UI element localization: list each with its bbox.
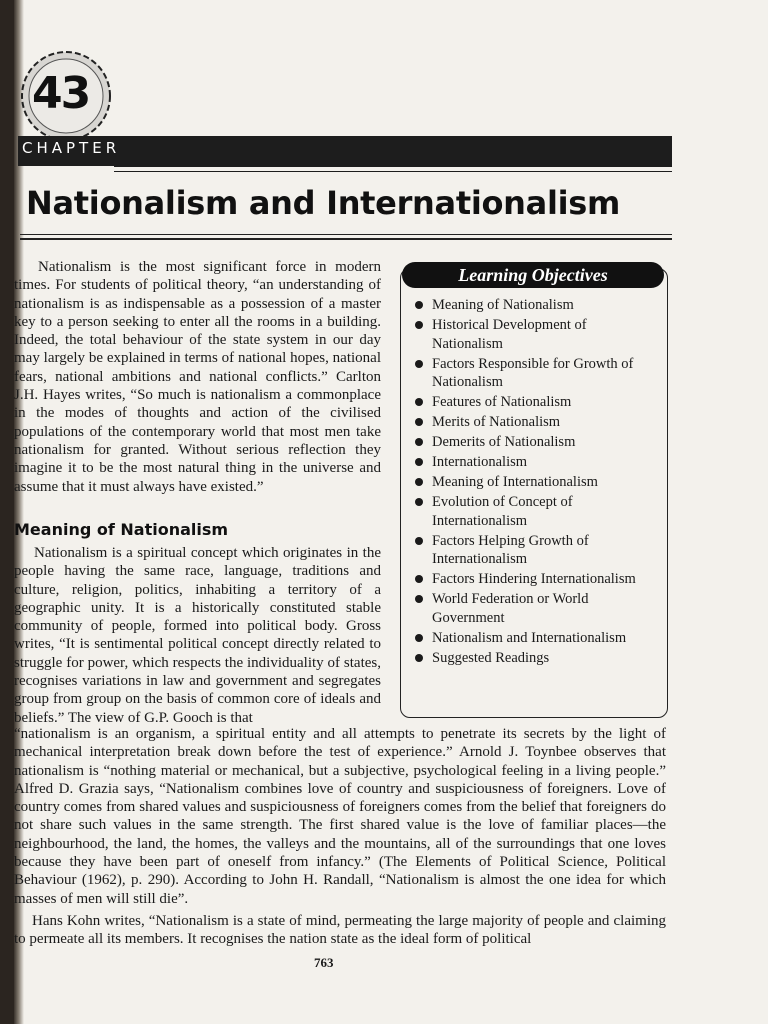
list-item: Meaning of Nationalism <box>412 296 660 315</box>
intro-paragraph: Nationalism is the most significant force in modern times. For students of political theory, “an understanding of nationalism is as indispensable as a possession of a master key to a person seeking to enter all the rooms in a building. Indeed, the total behaviour of the state system in our day may largely be explained in terms of national hopes, national fears, national ambitions and national conflicts.” Carlton J.H. Hayes writes, “So much is nationalism a commonplace in the modes of thoughts and action of the civilised populations of the contemporary world that most men take nationalism for granted. Without serious reflection they imagine it to be the most natural thing in the universe and assume that it must always have existed.” <box>14 259 381 495</box>
kohn-paragraph: Hans Kohn writes, “Nationalism is a state of mind, permeating the large majority of people and claiming to permeate all its members. It recognises the nation state as the ideal form of political <box>14 913 666 948</box>
chapter-label: CHAPTER <box>22 139 121 157</box>
list-item: Meaning of Internationalism <box>412 473 660 492</box>
book-page <box>14 0 768 1024</box>
list-item: Nationalism and Internationalism <box>412 629 660 648</box>
list-item: Factors Helping Growth of Internationalism <box>412 532 660 569</box>
list-item: Factors Hindering Internationalism <box>412 570 660 589</box>
chapter-number: 43 <box>32 68 90 119</box>
meaning-paragraph-full: “nationalism is an organism, a spiritual entity and all attempts to penetrate its secrets by the light of mechanical interpretation break down before the test of experience.” Arnold J. Toynbee observes that nationalism is “nothing material or mechanical, but a subjective, psychological feeling in a living people.” Alfred D. Grazia says, “Nationalism combines love of country and suspiciousness of foreigners. Love of country comes from shared values and suspiciousness of foreigners comes from the belief that foreigners do not share such values in the same strength. The first shared value is the love of familiar places—the neighbourhood, the land, the homes, the valleys and the mountains, all of the surroundings that one loves because they have been part of oneself from infancy.” (The Elements of Political Science, Political Behaviour (1962), p. 290). According to John H. Randall, “Nationalism is almost the one idea for which masses of men will still die”. <box>14 726 666 907</box>
chapter-title: Nationalism and Internationalism <box>26 184 621 222</box>
list-item: Merits of Nationalism <box>412 413 660 432</box>
list-item: Internationalism <box>412 453 660 472</box>
meaning-paragraph-left: Nationalism is a spiritual concept which originates in the people having the same race, language, traditions and culture, religion, politics, inhabiting a territory of a geographic unity. It is a historically constituted stable community of people, formed into political body. Gross writes, “It is sentimental political concept directly related to struggle for power, which respects the individuality of states, recognises variations in law and government and segregates group from group on the basis of common core of ideals and beliefs.” The view of G.P. Gooch is that <box>14 545 381 726</box>
section-heading: Meaning of Nationalism <box>14 520 229 539</box>
learning-objectives-title: Learning Objectives <box>458 265 608 285</box>
list-item: Demerits of Nationalism <box>412 433 660 452</box>
title-rule-top <box>20 234 672 235</box>
list-item: Historical Development of Nationalism <box>412 316 660 353</box>
learning-objectives-list <box>412 296 660 669</box>
title-rule-bottom <box>20 238 672 240</box>
list-item: Suggested Readings <box>412 649 660 668</box>
list-item: Factors Responsible for Growth of Nationalism <box>412 355 660 392</box>
list-item: World Federation or World Government <box>412 590 660 627</box>
chapter-bar-stripe <box>114 166 672 172</box>
list-item: Features of Nationalism <box>412 393 660 412</box>
page-number: 763 <box>314 955 334 970</box>
list-item: Evolution of Concept of Internationalism <box>412 493 660 530</box>
